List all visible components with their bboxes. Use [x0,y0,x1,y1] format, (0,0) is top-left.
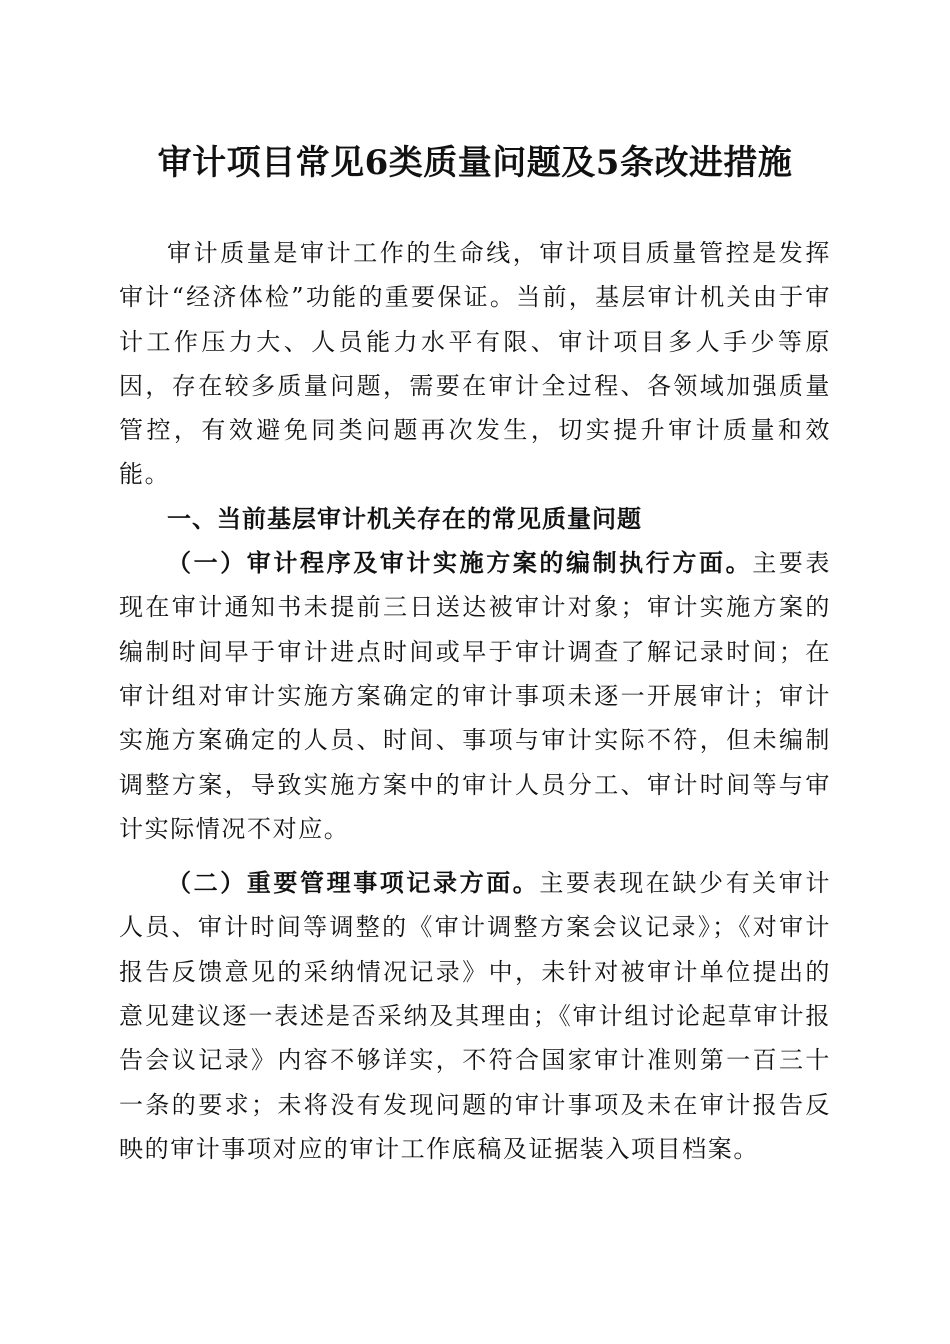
section-heading: 一、当前基层审计机关存在的常见质量问题 [167,504,642,533]
section-item-2-subheading: （二）重要管理事项记录方面。 [167,868,540,898]
section-item-2-body: 主要表现在缺少有关审计人员、审计时间等调整的《审计调整方案会议记录》；《对审计报告反馈意见的采纳情况记录》中，未针对被审计单位提出的意见建议逐一表述是否采纳及其理由；《审计组讨论起草审计报告会议记录》内容不够详实，不符合国家审计准则第一百三十一条的要求；未将没有发现问题的审计事项及未在审计报告反映的审计事项对应的审计工作底稿及证据装入项目档案。 [119,869,831,1163]
section-item-1-body: 主要表现在审计通知书未提前三日送达被审计对象；审计实施方案的编制时间早于审计进点时间或早于审计调查了解记录时间；在审计组对审计实施方案确定的审计事项未逐一开展审计；审计实施方案确定的人员、时间、事项与审计实际不符，但未编制调整方案，导致实施方案中的审计人员分工、审计时间等与审计实际情况不对应。 [119,549,831,843]
paragraph-spacer [119,851,831,861]
document-page [119,0,831,1171]
section-item-1-subheading: （一）审计程序及审计实施方案的编制执行方面。 [167,548,753,578]
section-item-2 [119,861,831,1171]
intro-paragraph: 审计质量是审计工作的生命线，审计项目质量管控是发挥审计“经济体检”功能的重要保证。当前，基层审计机关由于审计工作压力大、人员能力水平有限、审计项目多人手少等原因，存在较多质量问题，需要在审计全过程、各领域加强质量管控，有效避免同类问题再次发生，切实提升审计质量和效能。 [119,239,831,489]
section-item-1 [119,541,831,851]
document-title: 审计项目常见6类质量问题及5条改进措施 [157,143,793,183]
